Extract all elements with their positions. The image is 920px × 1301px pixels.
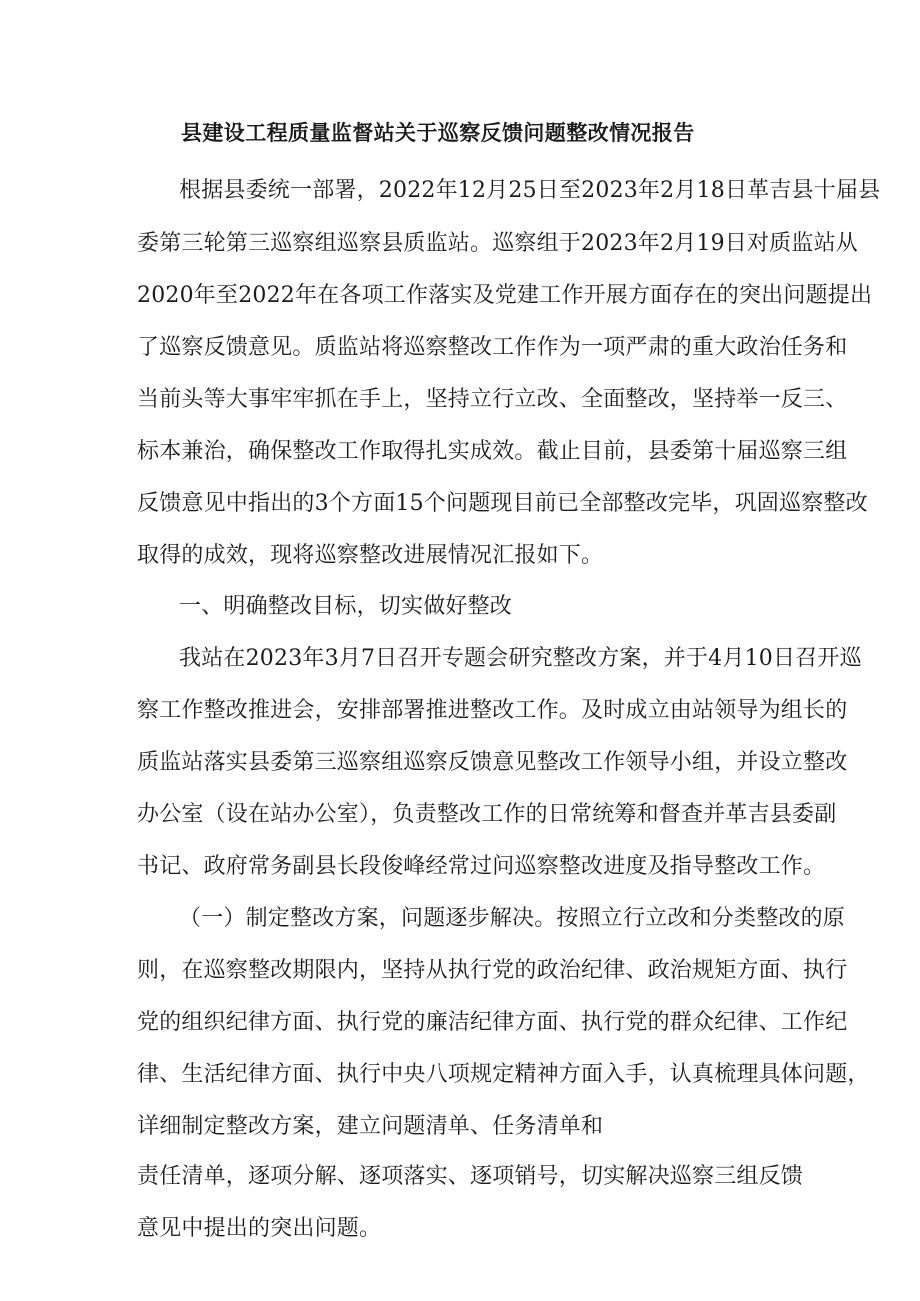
text-line: 反馈意见中指出的3个方面15个问题现目前已全部整改完毕，巩固巡察整改 — [137, 491, 868, 516]
text-line: 标本兼治，确保整改工作取得扎实成效。截止目前，县委第十届巡察三组 — [137, 439, 848, 464]
text-line: 2020年至2022年在各项工作落实及党建工作开展方面存在的突出问题提出 — [137, 283, 873, 308]
text-line: 察工作整改推进会，安排部署推进整改工作。及时成立由站领导为组长的 — [137, 698, 848, 723]
text-line: 当前头等大事牢牢抓在手上，坚持立行立改、全面整改，坚持举一反三、 — [137, 387, 848, 412]
text-line: 委第三轮第三巡察组巡察县质监站。巡察组于2023年2月19日对质监站从 — [137, 231, 858, 256]
text-line: 详细制定整改方案，建立问题清单、任务清单和 — [137, 1114, 604, 1139]
section-heading: 一、明确整改目标，切实做好整改 — [179, 594, 513, 619]
text-line: 意见中提出的突出问题。 — [137, 1216, 382, 1241]
text-line: 我站在2023年3月7日召开专题会研究整改方案，并于4月10日召开巡 — [179, 646, 862, 671]
text-line: 根据县委统一部署，2022年12月25日至2023年2月18日革吉县十届县 — [179, 178, 881, 203]
text-line: 律、生活纪律方面、执行中央八项规定精神方面入手，认真梳理具体问题， — [137, 1062, 870, 1087]
text-line: （一）制定整改方案，问题逐步解决。按照立行立改和分类整改的原 — [179, 906, 846, 931]
text-line: 取得的成效，现将巡察整改进展情况汇报如下。 — [137, 543, 604, 568]
document-title: 县建设工程质量监督站关于巡察反馈问题整改情况报告 — [181, 120, 695, 145]
text-line: 了巡察反馈意见。质监站将巡察整改工作作为一项严肃的重大政治任务和 — [137, 335, 848, 360]
text-line: 办公室（设在站办公室），负责整改工作的日常统筹和督查并革吉县委副 — [137, 802, 837, 827]
text-line: 党的组织纪律方面、执行党的廉洁纪律方面、执行党的群众纪律、工作纪 — [137, 1010, 848, 1035]
text-line: 则，在巡察整改期限内，坚持从执行党的政治纪律、政治规矩方面、执行 — [137, 958, 848, 983]
text-line: 质监站落实县委第三巡察组巡察反馈意见整改工作领导小组，并设立整改 — [137, 750, 848, 775]
text-line: 书记、政府常务副县长段俊峰经常过问巡察整改进度及指导整改工作。 — [137, 854, 826, 879]
text-line: 责任清单，逐项分解、逐项落实、逐项销号，切实解决巡察三组反馈 — [137, 1164, 804, 1189]
